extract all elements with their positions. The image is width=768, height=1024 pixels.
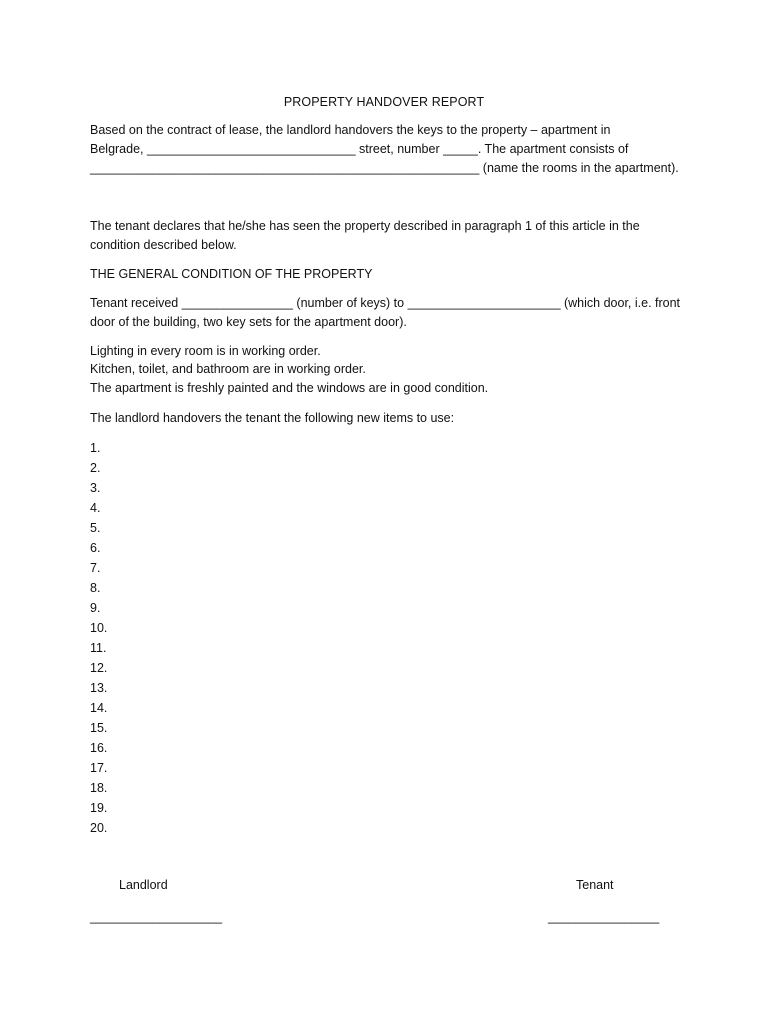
list-item: 5.	[90, 521, 101, 535]
list-item: 3.	[90, 481, 101, 495]
intro-line-1: Based on the contract of lease, the landlord handovers the keys to the property – apartment in	[90, 123, 611, 137]
general-condition-heading: THE GENERAL CONDITION OF THE PROPERTY	[90, 267, 373, 281]
condition-line-1: Lighting in every room is in working order.	[90, 344, 321, 358]
list-item: 20.	[90, 821, 108, 835]
list-item: 10.	[90, 621, 108, 635]
list-item: 8.	[90, 581, 101, 595]
list-item: 15.	[90, 721, 108, 735]
intro-line-3: ________________________________________________________ (name the rooms in the apartment).	[90, 161, 679, 175]
keys-line-1: Tenant received ________________ (number of keys) to ______________________ (which door, i.e. front	[90, 296, 681, 310]
list-item: 9.	[90, 601, 101, 615]
list-item: 17.	[90, 761, 108, 775]
list-item: 4.	[90, 501, 101, 515]
list-item: 16.	[90, 741, 108, 755]
list-item: 18.	[90, 781, 108, 795]
list-item: 6.	[90, 541, 101, 555]
list-item: 7.	[90, 561, 101, 575]
intro-line-2: Belgrade, ______________________________ street, number _____. The apartment consists of	[90, 142, 629, 156]
list-item: 11.	[90, 641, 107, 655]
declaration-line-2: condition described below.	[90, 238, 237, 252]
list-item: 14.	[90, 701, 108, 715]
list-item: 1.	[90, 441, 101, 455]
list-item: 12.	[90, 661, 108, 675]
tenant-label: Tenant	[576, 878, 614, 892]
declaration-line-1: The tenant declares that he/she has seen the property described in paragraph 1 of this article in the	[90, 219, 640, 233]
condition-line-3: The apartment is freshly painted and the windows are in good condition.	[90, 381, 489, 395]
condition-line-2: Kitchen, toilet, and bathroom are in working order.	[90, 362, 366, 376]
list-item: 19.	[90, 801, 108, 815]
items-intro: The landlord handovers the tenant the following new items to use:	[90, 411, 455, 425]
tenant-signature-line: ________________	[548, 910, 660, 924]
list-item: 2.	[90, 461, 101, 475]
document-title: PROPERTY HANDOVER REPORT	[283, 95, 485, 109]
landlord-label: Landlord	[119, 878, 168, 892]
landlord-signature-line: ___________________	[90, 910, 223, 924]
items-list	[90, 438, 107, 838]
list-item: 13.	[90, 681, 108, 695]
keys-line-2: door of the building, two key sets for the apartment door).	[90, 315, 407, 329]
